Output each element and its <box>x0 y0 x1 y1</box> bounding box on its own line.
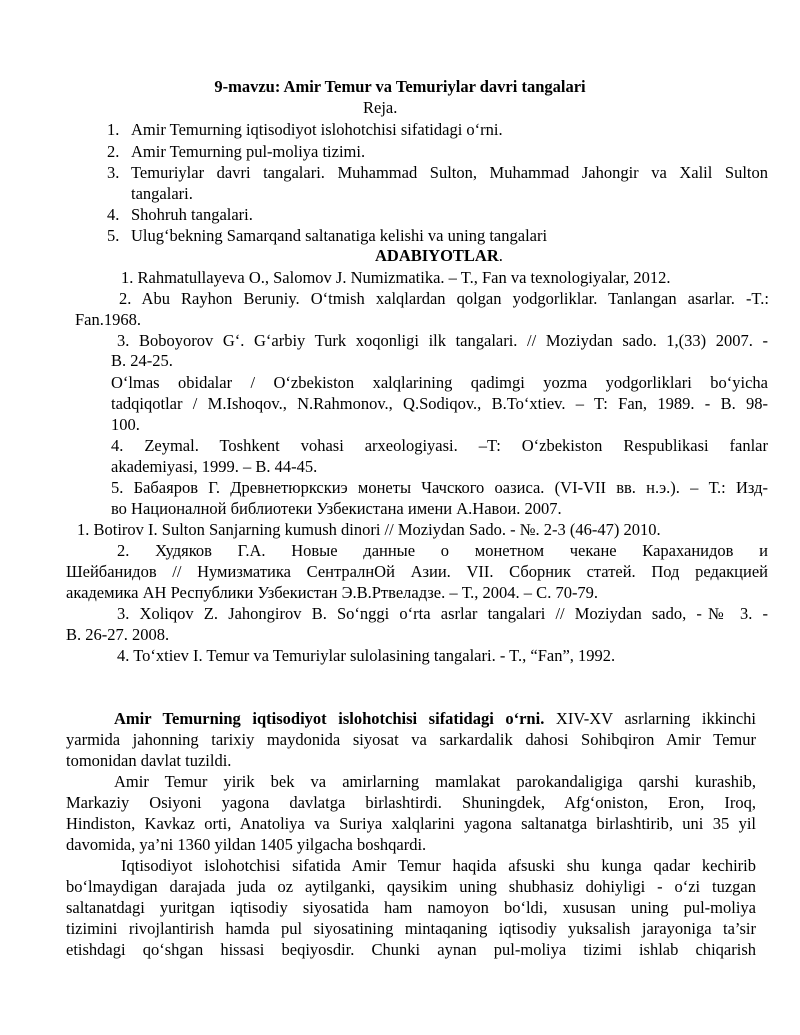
body-paragraph-line: bo‘lmaydigan darajada juda oz aytilganki, qaysikim uning shubhasiz dohiyligi - o‘zi tuzgan <box>66 877 756 896</box>
plan-item <box>107 204 253 225</box>
literature-entry: 1. Rahmatullayeva O., Salomov J. Numizmatika. – T., Fan va texnologiyalar, 2012. <box>121 268 671 287</box>
plan-number: 4. <box>107 205 120 224</box>
body-paragraph-line: davomida, ya’ni 1360 yildan 1405 yilgacha boshqardi. <box>66 835 427 854</box>
literature-entry: 2. Abu Rayhon Beruniy. O‘tmish xalqlardan qolgan yodgorliklar. Tanlangan asarlar. -T.: <box>119 289 769 308</box>
literature-entry: 2. Худяков Г.А. Новые данные о монетном чекане Караханидов и <box>117 541 768 560</box>
literature-entry: 3. Xoliqov Z. Jahongirov B. So‘nggi o‘rta asrlar tangalari // Moziydan sado, -№ 3. - <box>117 604 768 623</box>
literature-entry: 3. Boboyorov G‘. G‘arbiy Turk xoqonligi ilk tangalari. // Moziydan sado. 1,(33) 2007. - <box>117 331 768 350</box>
literature-entry: 1. Botirov I. Sulton Sanjarning kumush dinori // Moziydan Sado. - №. 2-3 (46-47) 2010. <box>77 520 661 539</box>
plan-heading: Reja. <box>363 98 398 117</box>
literature-entry: 5. Бабаяров Г. Древнетюркскиэ монеты Чачского оазиса. (VI-VII вв. н.э.). – Т.: Изд- <box>111 478 768 497</box>
page-title: 9-mavzu: Amir Temur va Temuriylar davri tangalari <box>214 77 586 96</box>
plan-number: 5. <box>107 226 120 245</box>
plan-item <box>107 119 503 140</box>
literature-entry: tadqiqotlar / M.Ishoqov., N.Rahmonov., Q.Sodiqov., B.To‘xtiev. – T: Fan, 1989. - B. 98- <box>111 394 768 413</box>
literature-entry: B. 24-25. <box>111 351 173 370</box>
literature-entry: Fan.1968. <box>75 310 141 329</box>
plan-number: 2. <box>107 142 120 161</box>
literature-heading: ADABIYOTLAR. <box>375 246 503 265</box>
plan-number: 3. <box>107 163 120 182</box>
literature-entry: akademiyasi, 1999. – B. 44-45. <box>111 457 318 476</box>
literature-entry: B. 26-27. 2008. <box>66 625 170 644</box>
plan-text: Amir Temurning pul-moliya tizimi. <box>131 142 366 161</box>
plan-text: Amir Temurning iqtisodiyot islohotchisi sifatidagi o‘rni. <box>131 120 503 139</box>
body-paragraph-line: Amir Temurning iqtisodiyot islohotchisi sifatidagi o‘rni. XIV-XV asrlarning ikkinchi <box>114 709 756 728</box>
body-paragraph-line: tizimini rivojlantirish hamda pul siyosatining mintaqaning iqtisodiy yuksalish jarayoniga ta’sir <box>66 919 756 938</box>
plan-text: tangalari. <box>131 184 193 203</box>
body-paragraph-line: etishdagi qo‘shgan hissasi beqiyosdir. Chunki aynan pul-moliya tizimi ishlab chiqarish <box>66 940 756 959</box>
plan-text: Temuriylar davri tangalari. Muhammad Sulton, Muhammad Jahongir va Xalil Sulton <box>131 163 768 182</box>
section-heading: Amir Temurning iqtisodiyot islohotchisi sifatidagi o‘rni. <box>114 709 545 728</box>
plan-number: 1. <box>107 120 120 139</box>
plan-item <box>107 141 365 162</box>
plan-text: Ulug‘bekning Samarqand saltanatiga kelishi va uning tangalari <box>131 226 548 245</box>
body-paragraph-line: Markaziy Osiyoni yagona davlatga birlashtirdi. Shuningdek, Afg‘oniston, Eron, Iroq, <box>66 793 756 812</box>
body-paragraph-line: saltanatdagi yuritgan iqtisodiy siyosatida ham namoyon bo‘ldi, xususan uning pul-moliya <box>66 898 756 917</box>
literature-entry: академика АН Республики Узбекистан Э.В.Ртвеладзе. – Т., 2004. – С. 70-79. <box>66 583 599 602</box>
body-paragraph-line: yarmida jahonning tarixiy maydonida siyosat va sarkardalik dahosi Sohibqiron Amir Temur <box>66 730 756 749</box>
literature-entry: O‘lmas obidalar / O‘zbekiston xalqlarining qadimgi yozma yodgorliklari bo‘yicha <box>111 373 768 392</box>
body-paragraph-line: Iqtisodiyot islohotchisi sifatida Amir Temur haqida afsuski shu kunga qadar kechirib <box>121 856 756 875</box>
literature-entry: Шейбанидов // Нумизматика СентралнОй Азии. VII. Сборник статей. Под редакцией <box>66 562 768 581</box>
literature-entry: во Национaлной библиотеки Узбекистана имени А.Навои. 2007. <box>111 499 562 518</box>
body-paragraph-line: Amir Temur yirik bek va amirlarning mamlakat parokandaligiga qarshi kurashib, <box>114 772 756 791</box>
literature-entry: 100. <box>111 415 140 434</box>
plan-item <box>107 225 547 246</box>
body-paragraph-line: Hindiston, Kavkaz orti, Anatoliya va Suriya xalqlarini yagona saltanatga birlashtirib, uni 35 yil <box>66 814 756 833</box>
body-paragraph-line: tomonidan davlat tuzildi. <box>66 751 232 770</box>
literature-entry: 4. To‘xtiev I. Temur va Temuriylar sulolasining tangalari. - T., “Fan”, 1992. <box>117 646 616 665</box>
plan-text: Shohruh tangalari. <box>131 205 253 224</box>
literature-entry: 4. Zeymal. Toshkent vohasi arxeologiyasi. –T: O‘zbekiston Respublikasi fanlar <box>111 436 768 455</box>
